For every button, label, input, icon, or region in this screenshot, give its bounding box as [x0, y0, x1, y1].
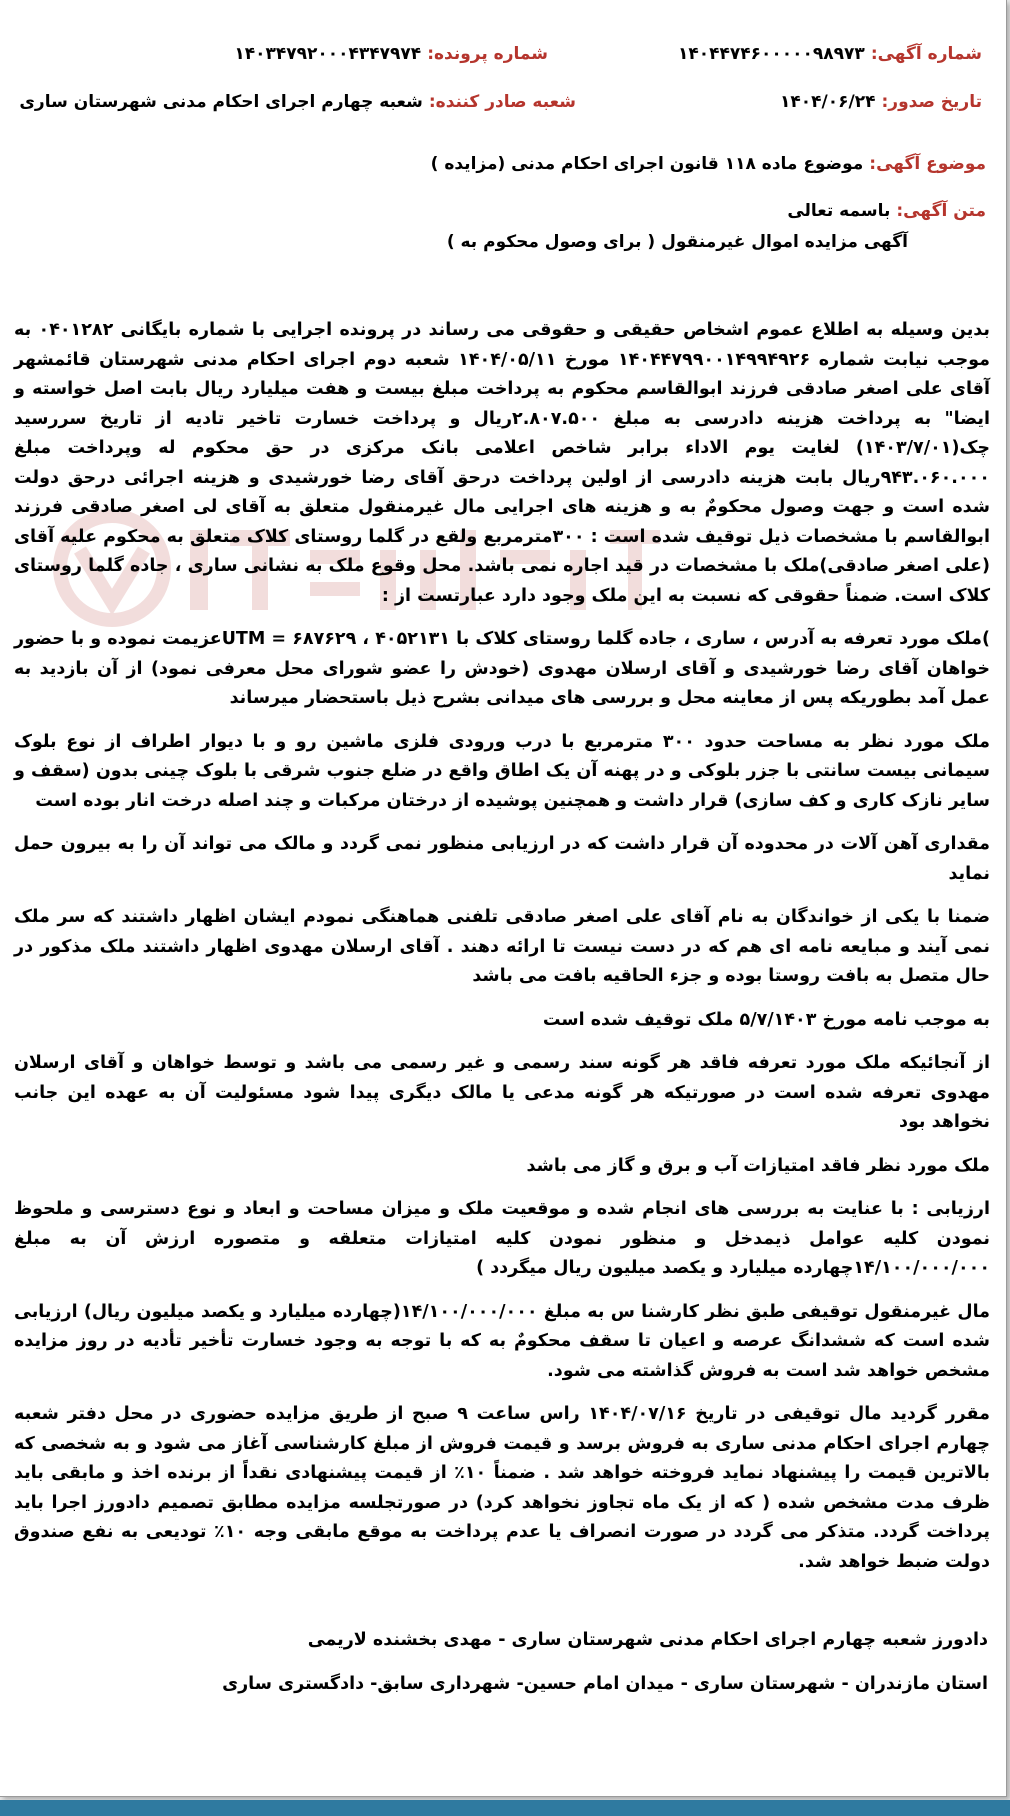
notice-title-text: آگهی مزایده اموال غیرمنقول ( برای وصول محکوم به ) — [446, 232, 908, 252]
paragraph: ملک مورد نظر به مساحت حدود ۳۰۰ مترمربع با درب ورودی فلزی ماشین رو و با دیوار اطراف از نوع بلوک سیمانی بیست سانتی با جزر بلوکی و در پهنه آن یک اطاق واقع در ضلع جنوب شرقی با بلوک چینی بدون (سقف و سایر نازک کاری و کف سازی) قرار داشت و همچنین پوشیده از درختان مرکبات و چند اصله درخت انار بوده است — [14, 731, 991, 811]
paragraph: مقداری آهن آلات در محدوده آن قرار داشت که در ارزیابی منظور نمی گردد و مالک می تواند آن را به بیرون حمل نماید — [14, 834, 990, 884]
notice-number-label: شماره آگهی: — [870, 44, 982, 64]
issuing-branch-field — [19, 92, 576, 112]
case-number-label: شماره پرونده: — [427, 44, 548, 64]
notice-text-field — [787, 201, 986, 221]
issue-date-field — [780, 92, 982, 112]
paragraph: ارزیابی : با عنایت به بررسی های انجام شده و موقعیت ملک و میزان مساحت و ابعاد و نوع دسترسی و ملحوظ نمودن کلیه عوامل ذیمدخل و منظور نمودن کلیه امتیازات متعلقه و متصوره ارزش آن به مبلغ ۱۴/۱۰۰/۰۰۰/۰۰۰چهارده میلیارد و یکصد میلیون ریال میگردد ) — [14, 1199, 990, 1278]
bottom-bar — [0, 1800, 1010, 1816]
paragraph: به موجب نامه مورخ ۵/۷/۱۴۰۳ ملک توقیف شده است — [542, 1009, 990, 1030]
paragraph: مال غیرمنقول توقیفی طبق نظر کارشنا س به مبلغ ۱۴/۱۰۰/۰۰۰/۰۰۰(چهارده میلیارد و یکصد میلیون ریال) ارزیابی شده است که ششدانگ عرصه و اعیان تا سقف محکومٌ به که با توجه به وجود خسارت تأخیر تأدیه در روز مزایده مشخص خواهد شد است به فروش گذاشته می شود. — [14, 1301, 990, 1381]
issue-date-value: ۱۴۰۴/۰۶/۲۴ — [780, 92, 876, 112]
paragraph: )ملک مورد تعرفه به آدرس ، ساری ، جاده گلما روستای کلاک با ۴۰۵۲۱۳۱ ، ۶۸۷۶۲۹ = UTMعزیمت نموده و با حضور خواهان آقای رضا خورشیدی و آقای ارسلان مهدوی (خودش را عضو شورای محل معرفی نمود) از آن بازدید به عمل آمد بطوریکه پس از معاینه محل و بررسی های میدانی بشرح ذیل باستحضار میرساند — [14, 629, 990, 708]
issue-date-label: تاریخ صدور: — [881, 92, 982, 112]
issuing-branch-value: شعبه چهارم اجرای احکام مدنی شهرستان ساری — [19, 92, 423, 112]
subject-field — [431, 154, 986, 174]
invocation: باسمه تعالی — [787, 201, 891, 221]
notice-number-field — [678, 44, 982, 64]
paragraph: ضمنا با یکی از خواندگان به نام آقای علی اصغر صادقی تلفنی هماهنگی نمودم ایشان اظهار داشتند که سر ملک نمی آیند و مبایعه نامه ای هم که در دست نیست تا ارائه دهند . آقای ارسلان مهدوی اظهار داشتند ملک مذکور در حال متصل به بافت روستا بوده و جزء الحاقیه بافت می باشد — [14, 907, 990, 986]
subject-label: موضوع آگهی: — [869, 154, 986, 174]
issuing-branch-label: شعبه صادر کننده: — [428, 92, 576, 112]
paragraph: از آنجائیکه ملک مورد تعرفه فاقد هر گونه سند رسمی و غیر رسمی می باشد و توسط خواهان و آقای ارسلان مهدوی تعرفه شده است در صورتیکه هر گونه مدعی یا مالک دیگری پیدا شود مسئولیت آن به عهده این جانب نخواهد بود — [14, 1053, 990, 1132]
paragraph: بدین وسیله به اطلاع عموم اشخاص حقیقی و حقوقی می رساند در پرونده اجرایی با شماره بایگانی ۰۴۰۱۲۸۲ به موجب نیابت شماره ۱۴۰۴۴۷۹۹۰۰۱۴۹۹۴۹۲۶ مورخ ۱۴۰۴/۰۵/۱۱ شعبه دوم اجرای احکام مدنی شهرستان قائمشهر آقای علی اصغر صادقی فرزند ابوالقاسم محکوم به پرداخت مبلغ بیست و هفت میلیارد ریال بابت اصل خواسته و ایضا" به پرداخت هزینه دادرسی به مبلغ ۲.۸۰۷.۵۰۰ریال و پرداخت خسارت تاخیر تادیه از تاریخ سررسید چک(۱۴۰۳/۷/۰۱) لغایت یوم الاداء برابر شاخص اعلامی بانک مرکزی در حق محکوم له وپرداخت مبلغ ۹۴۳.۰۶۰.۰۰۰ریال بابت هزینه دادرسی از اولین پرداخت درحق آقای رضا خورشیدی و هزینه اجرائی درحق دولت شده است و جهت وصول محکومٌ به و هزینه های اجرایی مال غیرمنقول متعلق به آقای لی اصغر صادقی فرزند ابوالقاسم با مشخصات ذیل توقیف شده است : ۳۰۰مترمربع ولقع در گلما روستای کلاک متعلق به محکوم علیه آقای (علی اصغر صادقی)ملک با مشخصات در قید اجاره نمی باشد. محل وقوع ملک به نشانی ساری ، جاده گلما روستای کلاک است. ضمناً حقوقی که نسبت به این ملک وجود دارد عبارتست از : — [14, 320, 990, 606]
notice-number-value: ۱۴۰۴۴۷۴۶۰۰۰۰۰۹۸۹۷۳ — [678, 44, 865, 64]
signature-line: دادورز شعبه چهارم اجرای احکام مدنی شهرستان ساری - مهدی بخشنده لاریمی — [307, 1630, 988, 1650]
notice-title — [447, 232, 908, 252]
case-number-value: ۱۴۰۳۴۷۹۲۰۰۰۴۳۴۷۹۷۴ — [234, 44, 422, 64]
notice-body — [14, 316, 990, 1591]
paragraph: مقرر گردید مال توقیفی در تاریخ ۱۴۰۴/۰۷/۱۶ راس ساعت ۹ صبح از طریق مزایده حضوری در محل دفتر شعبه چهارم اجرای احکام مدنی ساری به فروش برسد و قیمت فروش از مبلغ کارشناسی آغاز می شود و به شخصی که بالاترین قیمت را پیشنهاد نماید فروخته خواهد شد . ضمناً ۱۰٪ از قیمت پیشنهادی نقداً از برنده اخذ و مابقی باید ظرف مدت مشخص شده ( که از یک ماه تجاوز نخواهد کرد) در صورتجلسه مزایده مطابق تصمیم دادورز اجرا باید پرداخت گردد. متذکر می گردد در صورت انصراف یا عدم پرداخت به موقع مابقی وجه ۱۰٪ تودیعی به نفع صندوق دولت ضبط خواهد شد. — [14, 1404, 991, 1572]
subject-value: موضوع ماده ۱۱۸ قانون اجرای احکام مدنی (مزایده ) — [430, 154, 864, 174]
paragraph: ملک مورد نظر فاقد امتیازات آب و برق و گاز می باشد — [526, 1155, 990, 1176]
case-number-field — [234, 44, 548, 64]
notice-text-label: متن آگهی: — [896, 201, 986, 221]
address-line: استان مازندران - شهرستان ساری - میدان امام حسین- شهرداری سابق- دادگستری ساری — [222, 1674, 988, 1694]
